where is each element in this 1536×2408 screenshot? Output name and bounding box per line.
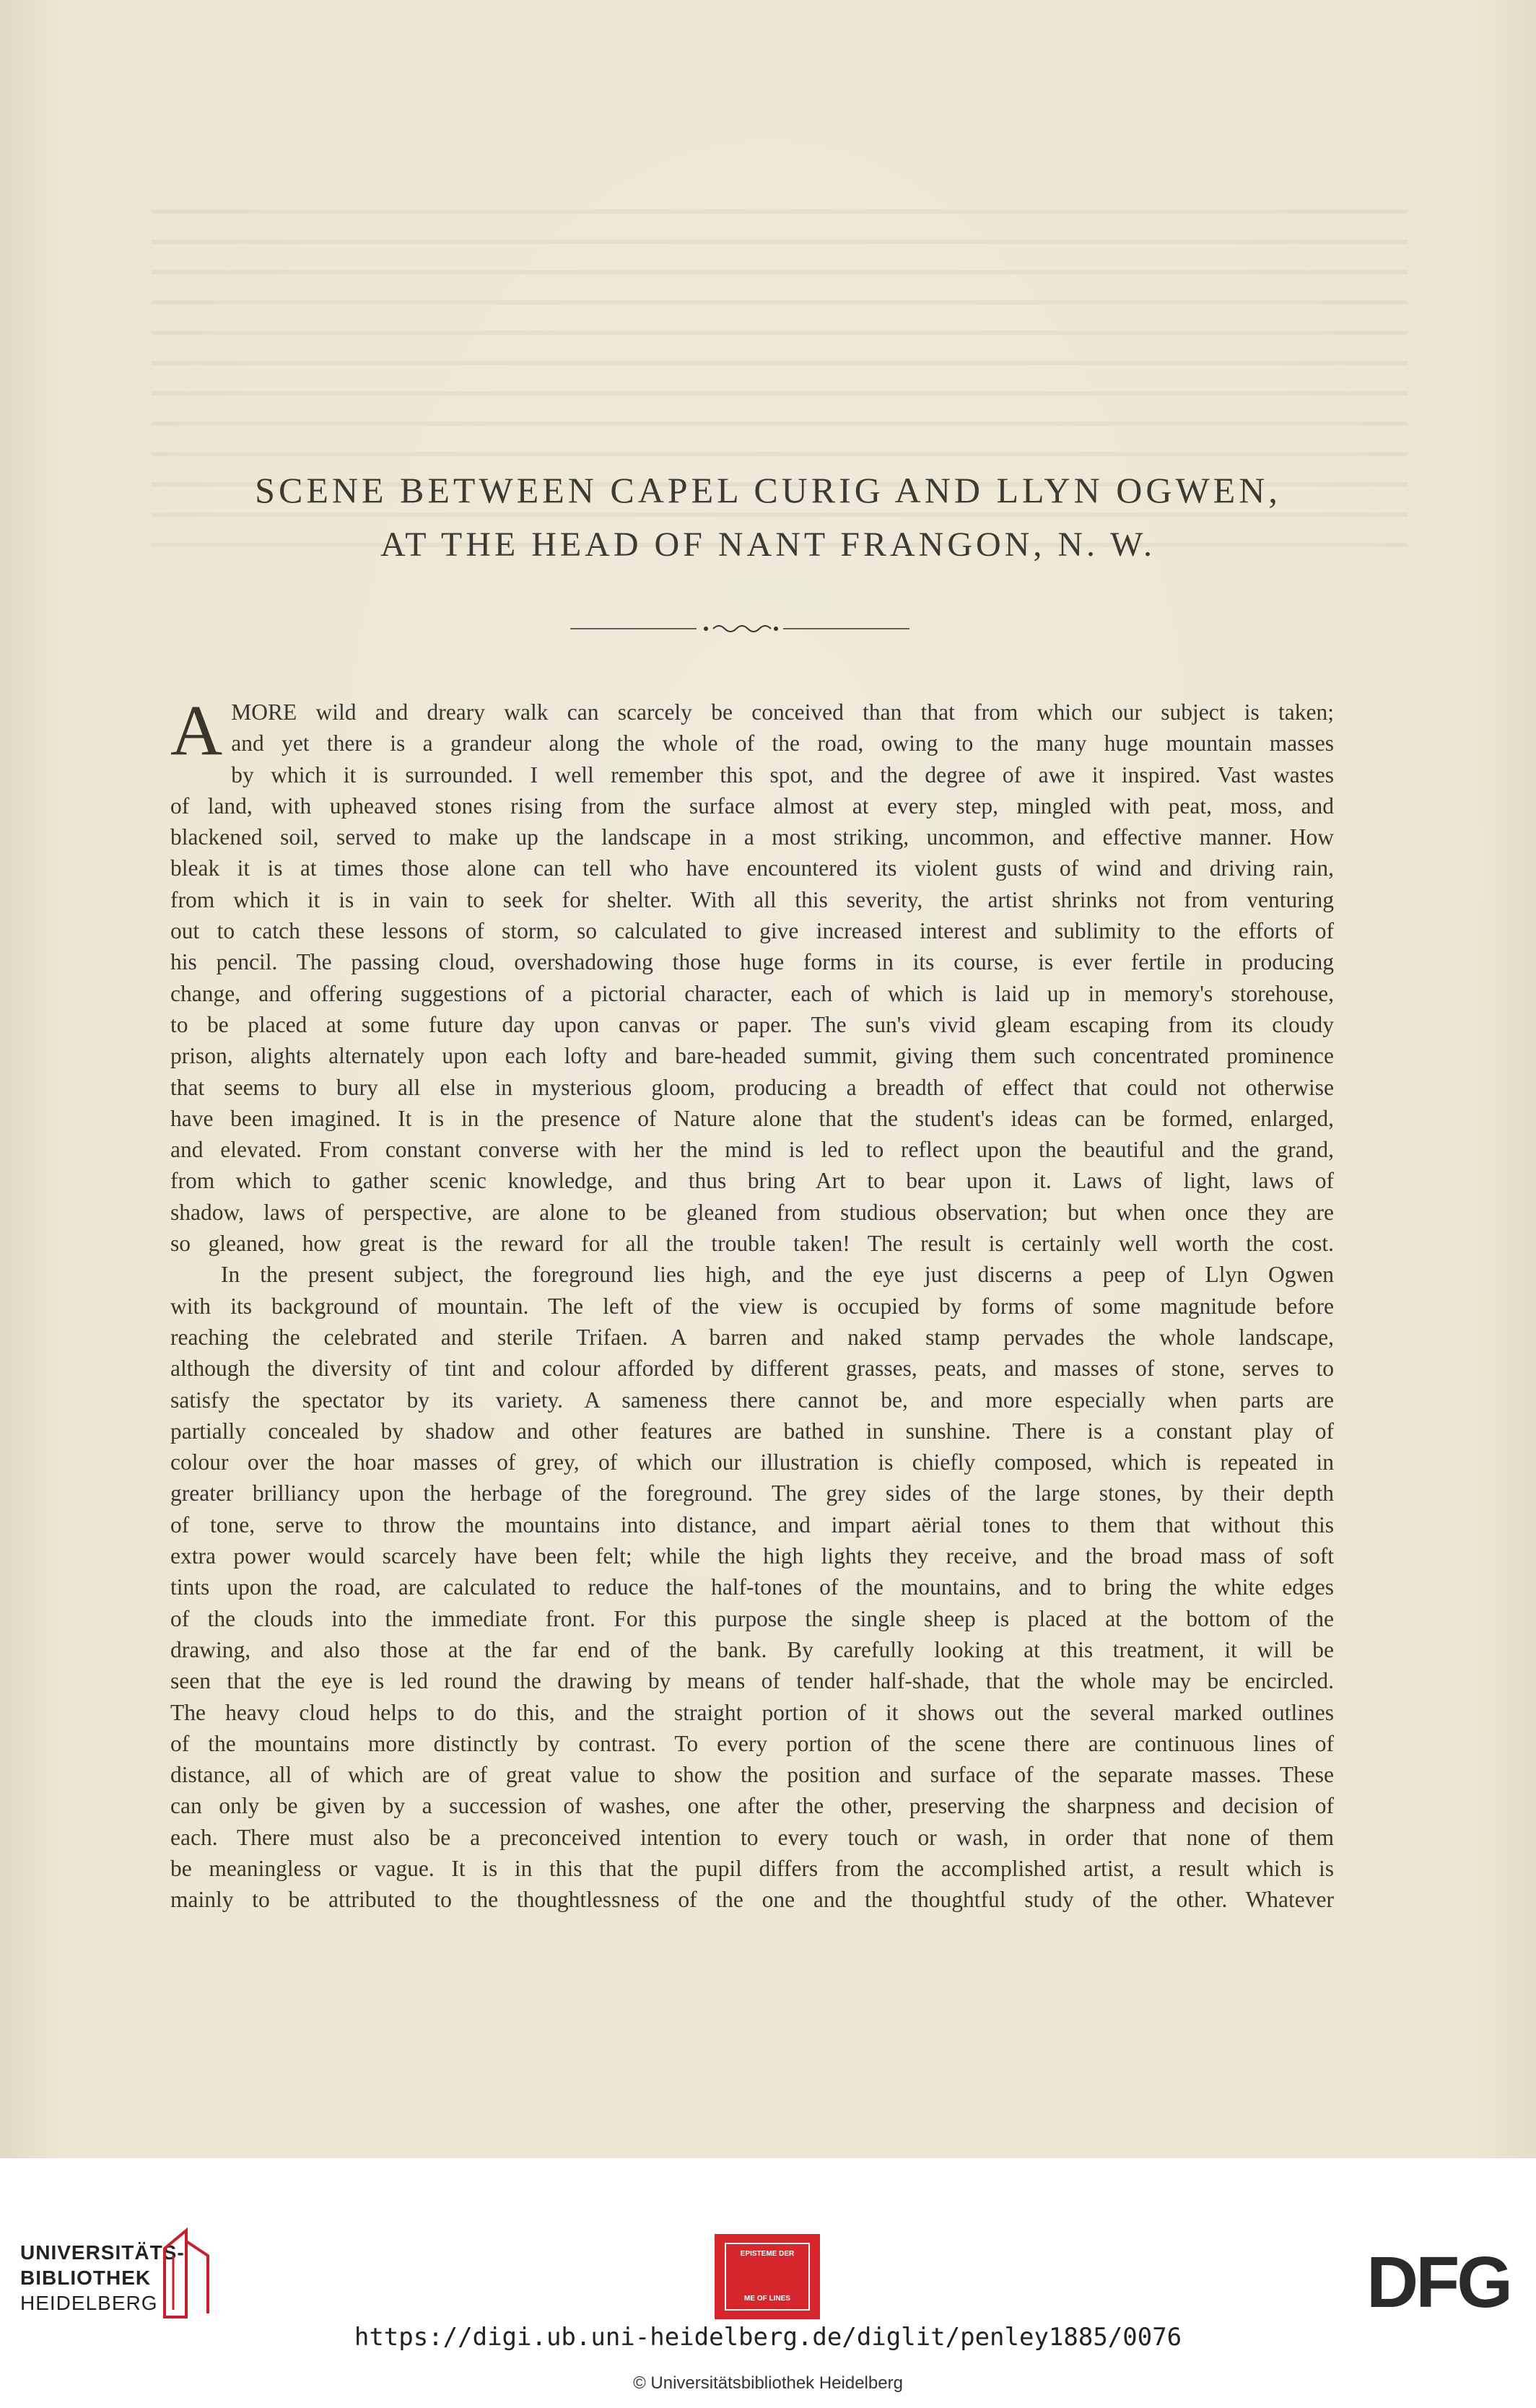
text-line: prison, alights alternately upon each lofty and bare-headed summit, giving them such concentrated prominence <box>170 1043 1334 1069</box>
title-ornament <box>570 621 909 636</box>
text-line: of land, with upheaved stones rising from the surface almost at every step, mingled with peat, moss, and <box>170 793 1334 819</box>
page-title-line-1: SCENE BETWEEN CAPEL CURIG AND LLYN OGWEN, <box>255 470 1281 510</box>
text-line: shadow, laws of perspective, are alone to be gleaned from studious observation; but when once they are <box>170 1199 1334 1225</box>
text-line: The heavy cloud helps to do this, and the straight portion of it shows out the several marked outlines <box>170 1699 1334 1725</box>
text-line: change, and offering suggestions of a pictorial character, each of which is laid up in memory's storehouse, <box>170 980 1334 1006</box>
page-title-line-2: AT THE HEAD OF NANT FRANGON, N. W. <box>380 525 1156 564</box>
project-logo-text-top: EPISTEME DER <box>740 2250 795 2258</box>
article-body <box>170 690 1334 1916</box>
text-line: MORE wild and dreary walk can scarcely be conceived than that from which our subject is taken; <box>231 699 1334 725</box>
paragraph-1-lines <box>170 690 1334 1259</box>
text-line: of the clouds into the immediate front. For this purpose the single sheep is placed at the bottom of the <box>170 1605 1334 1631</box>
text-line: from which to gather scenic knowledge, and thus bring Art to bear upon it. Laws of light, laws of <box>170 1168 1334 1194</box>
paragraph-2-lines <box>170 1259 1334 1915</box>
library-name-line-1: UNIVERSITÄTS- <box>20 2241 185 2264</box>
text-line: of tone, serve to throw the mountains into distance, and impart aërial tones to them that without this <box>170 1511 1334 1537</box>
copyright-notice: © Universitätsbibliothek Heidelberg <box>633 2373 903 2393</box>
project-logo-text-bottom: ME OF LINES <box>744 2295 790 2303</box>
text-line: satisfy the spectator by its variety. A sameness there cannot be, and more especially when parts are <box>170 1387 1334 1413</box>
text-line: his pencil. The passing cloud, overshadowing those huge forms in its course, is ever fertile in producing <box>170 949 1334 975</box>
text-line: with its background of mountain. The left of the view is occupied by forms of some magnitude before <box>170 1293 1334 1319</box>
text-line: can only be given by a succession of washes, one after the other, preserving the sharpness and decision of <box>170 1793 1334 1819</box>
text-line: colour over the hoar masses of grey, of which our illustration is chiefly composed, which is repeated in <box>170 1449 1334 1475</box>
text-line: have been imagined. It is in the presence of Nature alone that the student's ideas can be formed, enlarged, <box>170 1105 1334 1131</box>
text-line: from which it is in vain to seek for shelter. With all this severity, the artist shrinks not from venturing <box>170 886 1334 912</box>
text-line: each. There must also be a preconceived intention to every touch or wash, in order that none of them <box>170 1824 1334 1850</box>
text-line: out to catch these lessons of storm, so calculated to give increased interest and sublimity to the efforts of <box>170 918 1334 944</box>
text-line: to be placed at some future day upon canvas or paper. The sun's vivid gleam escaping from its cloudy <box>170 1011 1334 1037</box>
permalink-url[interactable]: https://digi.ub.uni-heidelberg.de/diglit/penley1885/0076 <box>354 2323 1182 2352</box>
text-line: greater brilliancy upon the herbage of the foreground. The grey sides of the large stones, by their depth <box>170 1480 1334 1506</box>
text-line: blackened soil, served to make up the landscape in a most striking, uncommon, and effective manner. How <box>170 824 1334 850</box>
text-line: mainly to be attributed to the thoughtlessness of the one and the thoughtful study of the other. Whatever <box>170 1887 1334 1913</box>
library-name-line-3: HEIDELBERG <box>20 2292 158 2314</box>
text-line: extra power would scarcely have been felt; while the high lights they receive, and the broad mass of soft <box>170 1543 1334 1569</box>
text-line: be meaningless or vague. It is in this that the pupil differs from the accomplished artist, a result which is <box>170 1855 1334 1881</box>
library-logo-mark-icon <box>157 2227 215 2321</box>
text-line: by which it is surrounded. I well remember this spot, and the degree of awe it inspired. Vast wastes <box>231 762 1334 788</box>
text-line: bleak it is at times those alone can tell who have encountered its violent gusts of wind and driving rain, <box>170 855 1334 881</box>
funder-logo: DFG <box>1366 2242 1511 2323</box>
text-line: In the present subject, the foreground lies high, and the eye just discerns a peep of Llyn Ogwen <box>221 1262 1334 1288</box>
text-line: that seems to bury all else in mysterious gloom, producing a breadth of effect that could not otherwise <box>170 1074 1334 1100</box>
text-line: of the mountains more distinctly by contrast. To every portion of the scene there are continuous lines of <box>170 1730 1334 1756</box>
library-name-line-2: BIBLIOTHEK <box>20 2267 152 2289</box>
text-line: tints upon the road, are calculated to reduce the half-tones of the mountains, and to bring the white edges <box>170 1574 1334 1600</box>
paragraph-1 <box>170 690 1334 1259</box>
text-line: reaching the celebrated and sterile Trifaen. A barren and naked stamp pervades the whole landscape, <box>170 1324 1334 1350</box>
drop-cap: A <box>170 690 223 770</box>
text-line: and elevated. From constant converse with her the mind is led to reflect upon the beautiful and the grand, <box>170 1137 1334 1163</box>
paragraph-2 <box>170 1259 1334 1915</box>
text-line: so gleaned, how great is the reward for all the trouble taken! The result is certainly well worth the cost. <box>170 1231 1334 1257</box>
text-line: seen that the eye is led round the drawing by means of tender half-shade, that the whole may be encircled. <box>170 1668 1334 1694</box>
text-line: although the diversity of tint and colour afforded by different grasses, peats, and masses of stone, serves to <box>170 1356 1334 1382</box>
project-logo <box>715 2234 820 2319</box>
text-line: partially concealed by shadow and other features are bathed in sunshine. There is a constant play of <box>170 1418 1334 1444</box>
text-line: drawing, and also those at the far end of the bank. By carefully looking at this treatment, it will be <box>170 1636 1334 1662</box>
text-line: distance, all of which are of great value to show the position and surface of the separate masses. These <box>170 1762 1334 1788</box>
text-line: and yet there is a grandeur along the whole of the road, owing to the many huge mountain masses <box>231 730 1334 756</box>
